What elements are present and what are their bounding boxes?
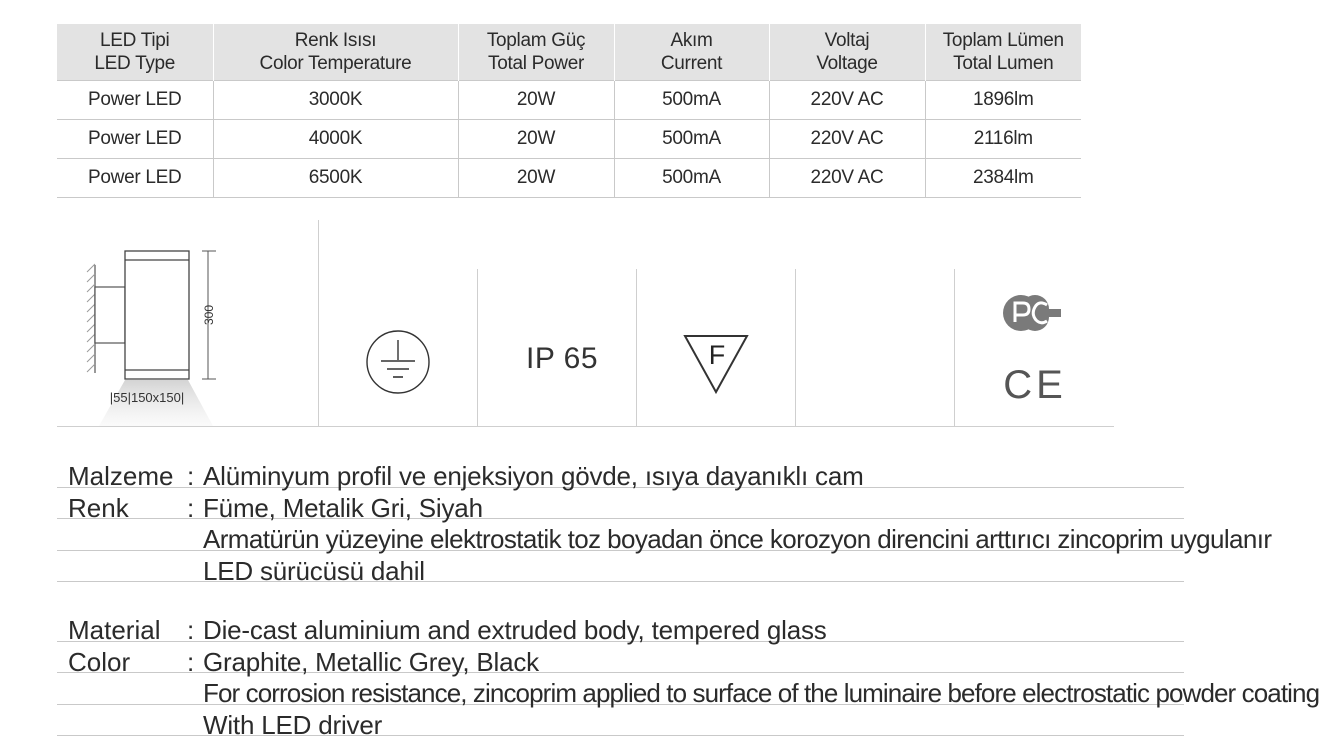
table-row [57, 159, 1081, 198]
cell-current: 500mA [614, 120, 769, 159]
cell-led-type: Power LED [57, 120, 213, 159]
ip-rating-label: IP 65 [526, 342, 599, 375]
material-row: Malzeme : Alüminyum profil ve enjeksiyon gövde, ısıya dayanıklı cam [57, 456, 1184, 488]
earth-ground-cell [319, 220, 477, 426]
header-total-power: Toplam Güç Total Power [458, 24, 614, 81]
driver-note-row: With LED driver [57, 705, 1184, 737]
dimension-width-label: |55|150x150| [109, 390, 185, 405]
cell-voltage: 220V AC [769, 159, 925, 198]
cell-total-lumen: 1896lm [925, 81, 1081, 120]
cell-color-temperature: 6500K [213, 159, 458, 198]
coating-note-row: For corrosion resistance, zincoprim applied to surface of the luminaire before electrostatic powder coating [57, 673, 1184, 705]
cell-total-power: 20W [458, 120, 614, 159]
cell-total-power: 20W [458, 81, 614, 120]
header-voltage: Voltaj Voltage [769, 24, 925, 81]
f-mark-triangle-icon [637, 220, 795, 426]
cell-voltage: 220V AC [769, 81, 925, 120]
cell-total-lumen: 2384lm [925, 159, 1081, 198]
icons-strip [57, 220, 1114, 427]
color-row: Color : Graphite, Metallic Grey, Black [57, 642, 1184, 674]
certification-cell [955, 220, 1114, 426]
coating-note-row: Armatürün yüzeyine elektrostatik toz boyadan önce korozyon direncini arttırıcı zincoprim uygulanır [57, 519, 1184, 551]
cell-voltage: 220V AC [769, 120, 925, 159]
header-current: Akım Current [614, 24, 769, 81]
earth-ground-icon [319, 220, 477, 426]
cell-led-type: Power LED [57, 81, 213, 120]
header-color-temperature: Renk Isısı Color Temperature [213, 24, 458, 81]
driver-note-row: LED sürücüsü dahil [57, 551, 1184, 583]
cell-color-temperature: 4000K [213, 120, 458, 159]
description-english [57, 610, 1320, 740]
product-dimension-drawing [57, 220, 318, 426]
svg-text:CE: CE [1003, 363, 1067, 407]
cell-led-type: Power LED [57, 159, 213, 198]
table-row [57, 120, 1081, 159]
luminaire-drawing-icon [57, 220, 318, 426]
ip-rating-cell [478, 220, 636, 426]
empty-cell [796, 220, 954, 426]
table-header-row [57, 24, 1081, 81]
material-row: Material : Die-cast aluminium and extruded body, tempered glass [57, 610, 1184, 642]
cell-total-power: 20W [458, 159, 614, 198]
cell-current: 500mA [614, 159, 769, 198]
cell-color-temperature: 3000K [213, 81, 458, 120]
ce-mark-icon [1003, 363, 1067, 407]
f-mark-letter: F [708, 340, 726, 370]
cell-current: 500mA [614, 81, 769, 120]
table-row [57, 81, 1081, 120]
cell-total-lumen: 2116lm [925, 120, 1081, 159]
color-row: Renk : Füme, Metalik Gri, Siyah [57, 488, 1184, 520]
f-mark-cell [637, 220, 795, 426]
header-total-lumen: Toplam Lümen Total Lumen [925, 24, 1081, 81]
description-turkish [57, 456, 1272, 586]
header-led-type: LED Tipi LED Type [57, 24, 213, 81]
dimension-height-label: 300 [202, 304, 216, 326]
spec-table [57, 24, 1081, 198]
gost-r-mark-icon [955, 220, 1114, 426]
